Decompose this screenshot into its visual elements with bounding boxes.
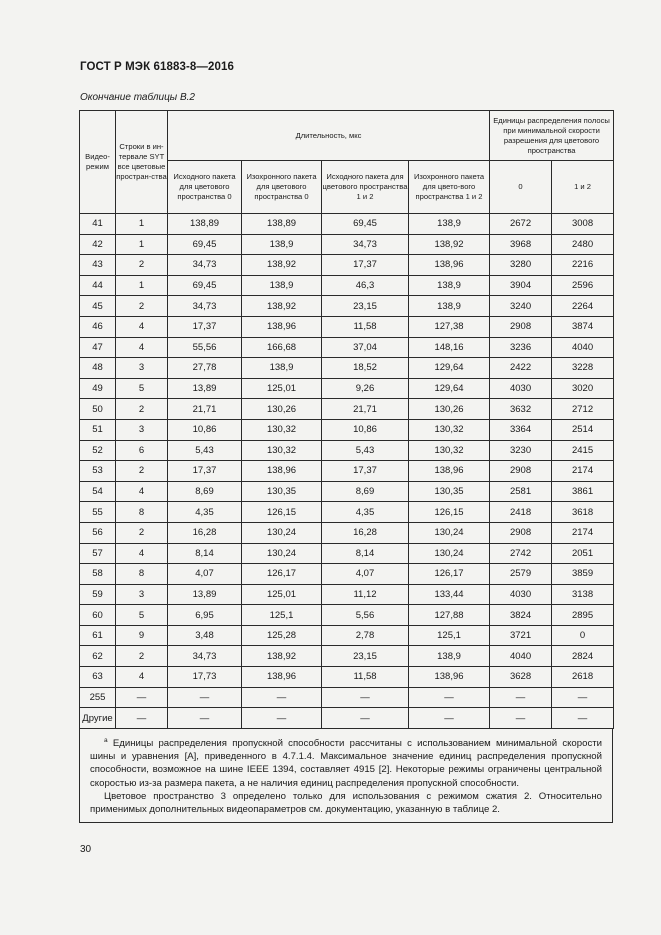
table-cell: 16,28: [322, 522, 409, 543]
table-cell: 138,9: [242, 358, 322, 379]
table-cell: 18,52: [322, 358, 409, 379]
table-cell: 3721: [490, 625, 552, 646]
table-cell: —: [409, 687, 490, 708]
table-cell: 2514: [552, 419, 614, 440]
table-cell: 3618: [552, 502, 614, 523]
table-cell: 69,45: [322, 214, 409, 235]
table-cell: 17,37: [322, 461, 409, 482]
table-row: [80, 461, 614, 482]
table-cell: 10,86: [168, 419, 242, 440]
table-row: [80, 584, 614, 605]
table-cell: 138,96: [409, 461, 490, 482]
table-cell: 2908: [490, 522, 552, 543]
table-cell: 2051: [552, 543, 614, 564]
table-cell: 34,73: [322, 234, 409, 255]
table-cell: 2415: [552, 440, 614, 461]
table-cell: 138,92: [242, 646, 322, 667]
header-isochronous-packet-cs0: Изохронного пакета для цветового пространства 0: [242, 161, 322, 214]
table-cell: 138,92: [242, 255, 322, 276]
table-cell: 42: [80, 234, 116, 255]
table-cell: 3968: [490, 234, 552, 255]
table-cell: 13,89: [168, 584, 242, 605]
table-cell: 53: [80, 461, 116, 482]
table-cell: 2216: [552, 255, 614, 276]
table-cell: 3: [116, 358, 168, 379]
table-cell: —: [116, 708, 168, 729]
table-cell: 3: [116, 419, 168, 440]
table-cell: 125,1: [242, 605, 322, 626]
table-row: [80, 255, 614, 276]
footnote-a: [90, 734, 602, 790]
table-cell: 166,68: [242, 337, 322, 358]
table-cell: 61: [80, 625, 116, 646]
table-cell: 138,96: [242, 316, 322, 337]
table-cell: —: [490, 687, 552, 708]
table-cell: 58: [80, 564, 116, 585]
header-video-mode: Видео-режим: [80, 111, 116, 214]
table-row: [80, 564, 614, 585]
table-cell: 138,96: [242, 461, 322, 482]
table-cell: 127,38: [409, 316, 490, 337]
table-cell: 138,92: [409, 234, 490, 255]
table-cell: 16,28: [168, 522, 242, 543]
table-cell: 3230: [490, 440, 552, 461]
table-cell: 2: [116, 399, 168, 420]
table-cell: 46: [80, 316, 116, 337]
table-cell: 126,17: [242, 564, 322, 585]
table-cell: 138,9: [409, 646, 490, 667]
table-cell: 21,71: [322, 399, 409, 420]
table-cell: 63: [80, 667, 116, 688]
table-cell: 3904: [490, 275, 552, 296]
table-cell: 23,15: [322, 296, 409, 317]
table-cell: 3280: [490, 255, 552, 276]
table-cell: 8,14: [168, 543, 242, 564]
table-row: [80, 337, 614, 358]
table-cell: 52: [80, 440, 116, 461]
table-cell: 255: [80, 687, 116, 708]
table-cell: 49: [80, 378, 116, 399]
table-cell: 44: [80, 275, 116, 296]
table-cell: 45: [80, 296, 116, 317]
table-cell: 3020: [552, 378, 614, 399]
table-row: [80, 543, 614, 564]
table-cell: 1: [116, 275, 168, 296]
table-cell: 4,35: [322, 502, 409, 523]
table-row: [80, 708, 614, 729]
table-cell: 47: [80, 337, 116, 358]
table-cell: 138,96: [409, 667, 490, 688]
table-cell: 6,95: [168, 605, 242, 626]
table-cell: 11,12: [322, 584, 409, 605]
header-syt-lines: Строки в ин-тервале SYT все цветовые простран-ства: [116, 111, 168, 214]
table-cell: 4: [116, 667, 168, 688]
table-cell: 17,73: [168, 667, 242, 688]
table-cell: 2: [116, 296, 168, 317]
table-cell: 9: [116, 625, 168, 646]
table-cell: 4030: [490, 584, 552, 605]
table-row: [80, 419, 614, 440]
table-cell: 130,35: [409, 481, 490, 502]
table-cell: 2: [116, 461, 168, 482]
table-cell: 8: [116, 502, 168, 523]
table-cell: 1: [116, 234, 168, 255]
header-source-packet-cs0: Исходного пакета для цветового пространства 0: [168, 161, 242, 214]
table-caption: Окончание таблицы В.2: [80, 92, 195, 103]
table-cell: 125,28: [242, 625, 322, 646]
table-row: [80, 214, 614, 235]
table-cell: 3861: [552, 481, 614, 502]
footnote-marker: а: [104, 736, 108, 744]
header-duration: Длительность, мкс: [168, 111, 490, 161]
table-row: [80, 296, 614, 317]
table-cell: 59: [80, 584, 116, 605]
table-cell: 129,64: [409, 358, 490, 379]
table-row: [80, 522, 614, 543]
table-cell: 130,32: [242, 440, 322, 461]
table-cell: —: [552, 687, 614, 708]
table-cell: 41: [80, 214, 116, 235]
table-cell: —: [168, 708, 242, 729]
table-row: [80, 687, 614, 708]
table-cell: 55,56: [168, 337, 242, 358]
table-row: [80, 646, 614, 667]
table-row: [80, 481, 614, 502]
table-cell: 2174: [552, 522, 614, 543]
table-cell: 0: [552, 625, 614, 646]
table-cell: 126,17: [409, 564, 490, 585]
table-cell: 129,64: [409, 378, 490, 399]
table-cell: 2: [116, 255, 168, 276]
table-cell: 5: [116, 378, 168, 399]
table-cell: 2: [116, 646, 168, 667]
table-cell: 138,89: [168, 214, 242, 235]
footnote-b: Цветовое пространство 3 определено только для использования с режимом сжатия 2. Относительно применимых дополнительных видеопараметров см. документацию, указанную в таблице 2.: [90, 790, 602, 816]
table-row: [80, 358, 614, 379]
table-cell: 54: [80, 481, 116, 502]
table-cell: —: [242, 687, 322, 708]
table-cell: 1: [116, 214, 168, 235]
table-cell: 5,43: [168, 440, 242, 461]
table-cell: —: [168, 687, 242, 708]
table-cell: 3: [116, 584, 168, 605]
table-cell: 4030: [490, 378, 552, 399]
table-cell: 11,58: [322, 316, 409, 337]
header-isochronous-packet-cs12: Изохронного пакета для цвето-вого пространства 1 и 2: [409, 161, 490, 214]
table-cell: 3008: [552, 214, 614, 235]
table-cell: 130,26: [409, 399, 490, 420]
table-cell: 3,48: [168, 625, 242, 646]
table-cell: 27,78: [168, 358, 242, 379]
table-cell: —: [242, 708, 322, 729]
table-row: [80, 440, 614, 461]
table-cell: 2264: [552, 296, 614, 317]
table-cell: 2742: [490, 543, 552, 564]
footnote-a-text: Единицы распределения пропускной способности рассчитаны с использованием минимальной скорости шины и уравнения [А], приведенного в 4.7.1.4. Максимальное значение единиц распределения пропускной способности, возможное на шине IEEE 1394, составляет 4915 [2]. Некоторые режимы ограничены центральной скоростью из-за размера пакета, а не наличия единиц распределения пропускной способности.: [90, 738, 602, 789]
table-cell: 4: [116, 543, 168, 564]
table-cell: 138,96: [242, 667, 322, 688]
table-cell: 130,24: [409, 522, 490, 543]
table-container: [79, 110, 613, 823]
table-cell: —: [322, 708, 409, 729]
table-cell: 138,9: [409, 275, 490, 296]
table-row: [80, 234, 614, 255]
table-cell: 138,92: [242, 296, 322, 317]
table-cell: 17,37: [168, 316, 242, 337]
table-cell: 130,26: [242, 399, 322, 420]
table-cell: —: [409, 708, 490, 729]
table-cell: 9,26: [322, 378, 409, 399]
table-cell: 138,9: [409, 296, 490, 317]
table-cell: —: [116, 687, 168, 708]
table-cell: 57: [80, 543, 116, 564]
table-cell: 6: [116, 440, 168, 461]
table-cell: 13,89: [168, 378, 242, 399]
table-cell: 69,45: [168, 234, 242, 255]
table-cell: 138,96: [409, 255, 490, 276]
table-cell: 130,32: [409, 440, 490, 461]
table-cell: Другие: [80, 708, 116, 729]
table-cell: 130,32: [242, 419, 322, 440]
table-cell: 62: [80, 646, 116, 667]
header-units-cs0: 0: [490, 161, 552, 214]
table-cell: 60: [80, 605, 116, 626]
table-cell: 125,01: [242, 584, 322, 605]
header-units-cs12: 1 и 2: [552, 161, 614, 214]
table-cell: 2422: [490, 358, 552, 379]
table-cell: 4,35: [168, 502, 242, 523]
table-cell: 2672: [490, 214, 552, 235]
table-cell: 69,45: [168, 275, 242, 296]
table-cell: 126,15: [409, 502, 490, 523]
table-row: [80, 378, 614, 399]
table-cell: 125,01: [242, 378, 322, 399]
table-cell: —: [322, 687, 409, 708]
table-cell: 3236: [490, 337, 552, 358]
table-cell: 3364: [490, 419, 552, 440]
table-cell: 2908: [490, 316, 552, 337]
table-cell: 8,14: [322, 543, 409, 564]
table-cell: 130,24: [242, 543, 322, 564]
table-row: [80, 502, 614, 523]
table-cell: 2618: [552, 667, 614, 688]
table-cell: 4: [116, 337, 168, 358]
table-cell: 4040: [552, 337, 614, 358]
table-cell: 10,86: [322, 419, 409, 440]
table-cell: 3240: [490, 296, 552, 317]
table-cell: 8,69: [322, 481, 409, 502]
table-cell: —: [490, 708, 552, 729]
table-cell: 8: [116, 564, 168, 585]
table-cell: 23,15: [322, 646, 409, 667]
table-cell: 2174: [552, 461, 614, 482]
table-cell: 2579: [490, 564, 552, 585]
table-cell: 8,69: [168, 481, 242, 502]
table-cell: 5: [116, 605, 168, 626]
table-cell: 133,44: [409, 584, 490, 605]
table-cell: 50: [80, 399, 116, 420]
table-cell: 4: [116, 316, 168, 337]
table-cell: 46,3: [322, 275, 409, 296]
table-cell: 4040: [490, 646, 552, 667]
table-cell: 127,88: [409, 605, 490, 626]
table-cell: 34,73: [168, 255, 242, 276]
table-cell: 43: [80, 255, 116, 276]
table-cell: 4,07: [322, 564, 409, 585]
table-cell: 125,1: [409, 625, 490, 646]
table-cell: 51: [80, 419, 116, 440]
table-cell: 2: [116, 522, 168, 543]
table-cell: 2895: [552, 605, 614, 626]
table-cell: 130,24: [242, 522, 322, 543]
table-cell: 2480: [552, 234, 614, 255]
table-cell: 48: [80, 358, 116, 379]
table-footnotes: [79, 729, 613, 823]
table-cell: 138,89: [242, 214, 322, 235]
table-cell: 2,78: [322, 625, 409, 646]
table-cell: 5,56: [322, 605, 409, 626]
table-cell: 130,35: [242, 481, 322, 502]
header-source-packet-cs12: Исходного пакета для цветового пространства 1 и 2: [322, 161, 409, 214]
table-row: [80, 667, 614, 688]
table-cell: 138,9: [242, 275, 322, 296]
table-cell: —: [552, 708, 614, 729]
table-cell: 56: [80, 522, 116, 543]
table-cell: 3228: [552, 358, 614, 379]
table-row: [80, 399, 614, 420]
table-cell: 17,37: [322, 255, 409, 276]
table-cell: 21,71: [168, 399, 242, 420]
table-cell: 37,04: [322, 337, 409, 358]
table-cell: 5,43: [322, 440, 409, 461]
table-cell: 3138: [552, 584, 614, 605]
table-cell: 34,73: [168, 646, 242, 667]
table-cell: 2581: [490, 481, 552, 502]
table-cell: 130,24: [409, 543, 490, 564]
table-cell: 17,37: [168, 461, 242, 482]
table-cell: 2712: [552, 399, 614, 420]
data-table: [79, 110, 614, 729]
table-cell: 3628: [490, 667, 552, 688]
document-title: ГОСТ Р МЭК 61883-8—2016: [80, 61, 234, 73]
table-cell: 11,58: [322, 667, 409, 688]
table-cell: 130,32: [409, 419, 490, 440]
table-cell: 2418: [490, 502, 552, 523]
table-row: [80, 275, 614, 296]
table-cell: 2908: [490, 461, 552, 482]
table-body: [80, 214, 614, 729]
table-cell: 3824: [490, 605, 552, 626]
table-cell: 55: [80, 502, 116, 523]
table-cell: 2596: [552, 275, 614, 296]
page-number: 30: [80, 844, 92, 855]
table-cell: 2824: [552, 646, 614, 667]
table-row: [80, 605, 614, 626]
table-cell: 148,16: [409, 337, 490, 358]
table-cell: 138,9: [409, 214, 490, 235]
header-allocation-units: Единицы распределения полосы при минимальной скорости разрешения для цветового пространства: [490, 111, 614, 161]
table-cell: 3859: [552, 564, 614, 585]
table-cell: 4,07: [168, 564, 242, 585]
table-cell: 3874: [552, 316, 614, 337]
table-cell: 3632: [490, 399, 552, 420]
table-cell: 4: [116, 481, 168, 502]
table-cell: 34,73: [168, 296, 242, 317]
table-cell: 138,9: [242, 234, 322, 255]
table-row: [80, 625, 614, 646]
table-cell: 126,15: [242, 502, 322, 523]
table-row: [80, 316, 614, 337]
